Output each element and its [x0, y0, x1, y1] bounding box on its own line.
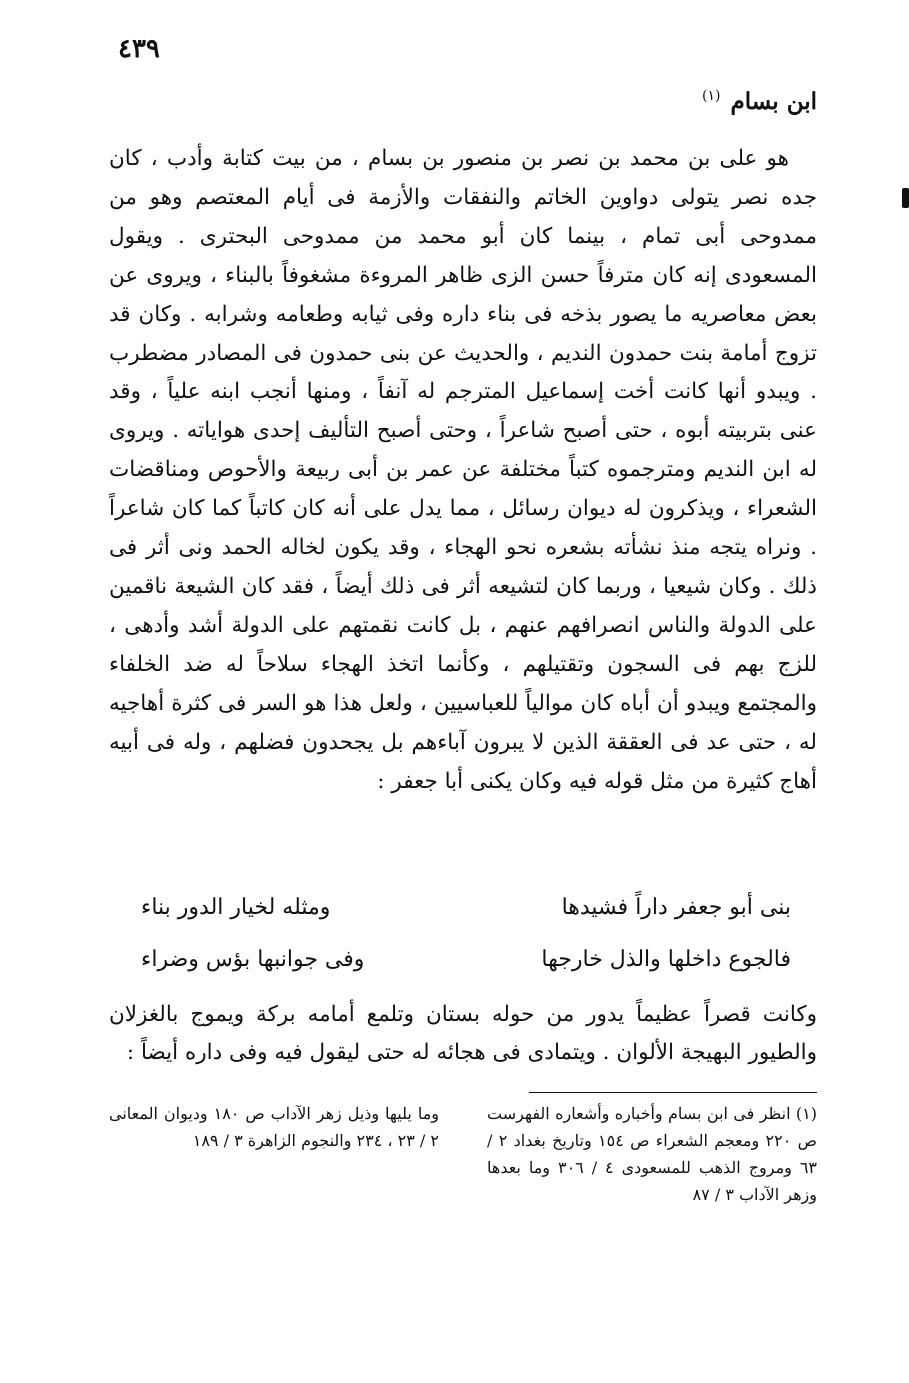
heading-footnote-ref: (١) [702, 88, 721, 105]
footnote-divider [529, 1092, 817, 1093]
chapter-heading [702, 88, 817, 115]
footnote-text: (١) انظر فى ابن بسام وأخباره وأشعاره الفهرست ص ٢٢٠ ومعجم الشعراء ص ١٥٤ وتاريخ بغداد ٢ / ٦٣ ومروج الذهب للمسعودى ٤ / ٣٠٦ وما بعدها وزهر الآداب ٣ / ٨٧ [487, 1104, 818, 1204]
closing-paragraph: وكانت قصراً عظيماً يدور من حوله بستان وتلمع أمامه بركة ويموج بالغزلان والطيور البهيجة الألوان . ويتمادى فى هجائه له حتى ليقول فيه وفى داره أيضاً : [109, 1002, 817, 1065]
poem-verses [141, 882, 791, 986]
footnote-text: وما يليها وذيل زهر الآداب ص ١٨٠ وديوان المعانى ٢ / ٢٣ ، ٢٣٤ والنجوم الزاهرة ٣ / ١٨٩ [109, 1104, 439, 1150]
page-number: ٤٣٩ [118, 34, 160, 64]
body-paragraph: هو على بن محمد بن نصر بن منصور بن بسام ، من بيت كتابة وأدب ، كان جده نصر يتولى دواوين الخاتم والنفقات والأزمة فى أيام المعتصم وهو من ممدوحى أبى تمام ، بينما كان أبو محمد من ممدوحى البحترى . ويقول المسعودى إنه كان مترفاً حسن الزى ظاهر المروءة مشغوفاً بالبناء ، ويروى عن بعض معاصريه ما يصور بذخه فى بناء داره وفى ثيابه وطعامه وشرابه . وكان قد تزوج أمامة بنت حمدون النديم ، والحديث عن بنى حمدون فى المصادر مضطرب . ويبدو أنها كانت أخت إسماعيل المترجم له آنفاً ، ومنها أنجب ابنه علياً ، وقد عنى بتربيته أبوه ، حتى أصبح شاعراً ، وحتى أصبح التأليف إحدى هواياته . ويروى له ابن النديم ومترجموه كتباً مختلفة عن عمر بن أبى ربيعة والأحوص ومناقضات الشعراء ، ويذكرون له ديوان رسائل ، مما يدل على أنه كان كاتباً كما كان شاعراً . ونراه يتجه منذ نشأته بشعره نحو الهجاء ، وقد يكون لخاله الحمد ونى أثر فى ذلك . وكان شيعيا ، وربما كان لتشيعه أثر فى ذلك أيضاً ، فقد كان الشيعة ناقمين على الدولة والناس انصرافهم عنهم ، بل كانت نقمتهم على الدولة أشد وأدهى ، للزج بهم فى السجون وتقتيلهم ، وكأنما اتخذ الهجاء سلاحاً له ضد الخلفاء والمجتمع ويبدو أن أباه كان موالياً للعباسيين ، ولعل هذا هو السر فى كثرة أهاجيه له ، حتى عد فى العققة الذين لا يبرون آباءهم بل يجحدون فضلهم ، وله فى أبيه أهاج كثيرة من مثل قوله فيه وكان يكنى أبا جعفر : [109, 146, 817, 794]
scan-margin-mark [902, 188, 909, 208]
verse-line [141, 882, 791, 934]
verse-second-hemistich: وفى جوانبها بؤس وضراء [141, 947, 365, 972]
verse-first-hemistich: فالجوع داخلها والذل خارجها [541, 947, 791, 972]
verse-first-hemistich: بنى أبو جعفر داراً فشيدها [561, 895, 791, 920]
heading-title: ابن بسام [730, 88, 817, 115]
footnote-column-left [109, 1100, 439, 1208]
body-text [109, 140, 817, 801]
verse-second-hemistich: ومثله لخيار الدور بناء [141, 895, 331, 920]
verse-line [141, 934, 791, 986]
footnotes [109, 1100, 817, 1208]
closing-text [109, 996, 817, 1072]
footnote-column-right [487, 1100, 817, 1208]
